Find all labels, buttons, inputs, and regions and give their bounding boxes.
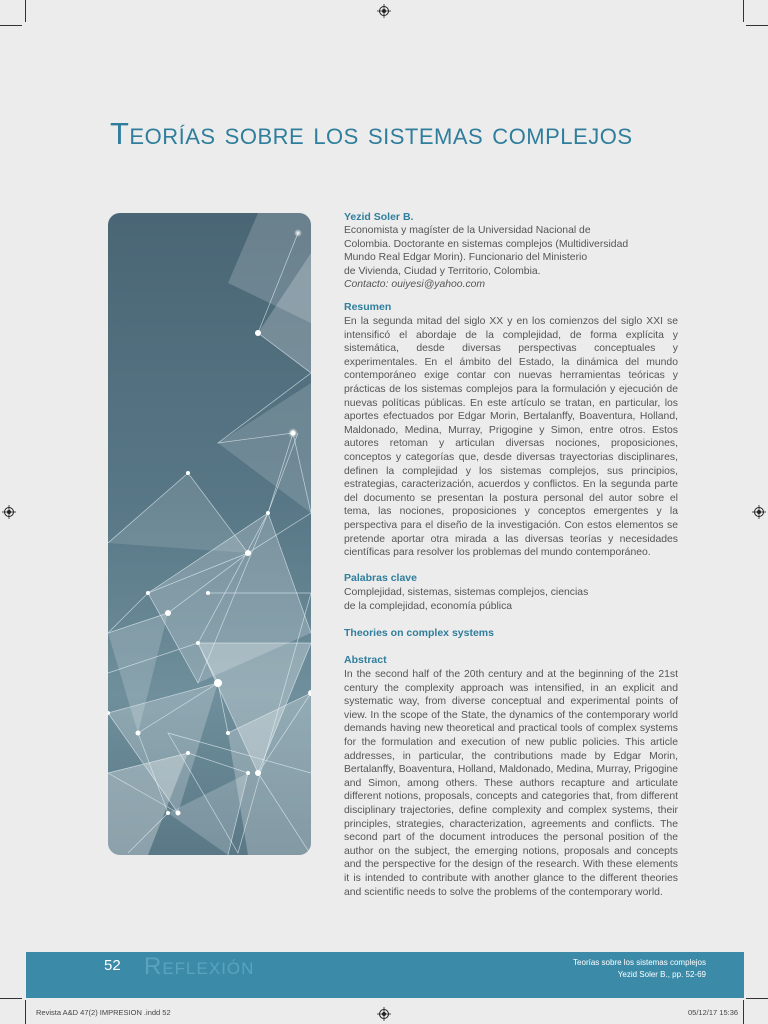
resumen-text: En la segunda mitad del siglo XX y en los comienzos del siglo XXI se intensificó el abordaje de la complejidad, de forma explícita y sistemática, desde diversas perspectivas conceptuales y experimentales. En el ámbito del Estado, la dinámica del mundo contemporáneo exige contar con nuevas herramientas teóricas y prácticas de los sistemas complejos para la formulación y ejecución de nuevas políticas públicas. En este artículo se tratan, en particular, los aportes efectuados por Edgar Morin, Bertalanffy, Boaventura, Holland, Maldonado, Medina, Murray, Prigogine y Simon, entre otros. Estos autores retoman y articulan diversas nociones, proposiciones, conceptos y categorías que, desde diversas trayectorias disciplinares, definen la complejidad y los sistemas complejos, sus principios, estrategias, caracterización, acuerdos y conflictos. En la segunda parte del documento se presentan la postura personal del autor sobre el tema, las nociones, proposiciones y conceptos emergentes y la perspectiva para el diseño de la investigación. Con estos elementos se pretende aportar otra mirada a las diversas teorías y necesidades científicas para resolver los problemas del mundo contemporáneo.	[344, 316, 678, 559]
print-slug-left: Revista A&D 47(2) IMPRESION .indd 52	[36, 1008, 171, 1017]
bio-line: Mundo Real Edgar Morin). Funcionario del Ministerio	[344, 252, 588, 264]
abstract-text: In the second half of the 20th century and at the beginning of the 21st century the complexity approach was intensified, in an explicit and systematic way, from diverse conceptual and experimental points of view. In the scope of the State, the dynamics of the contemporary world demands having new theoretical and practical tools of complex systems for the formulation and execution of new public policies. This article addresses, in particular, the contributions made by Edgar Morin, Bertalanffy, Boaventura, Holland, Maldonado, Medina, Murray, Prigogine and Simon, among others. These authors recapture and articulate different notions, proposals, concepts and categories that, from different disciplinary trajectories, define complexity and complex systems, their principles, strategies, characterization, agreements and conflicts. The second part of the document introduces the personal position of the author on the subject, the emerging notions, proposals and concepts and the perspective for the design of the research. With these elements it is intended to contribute with another glance to the different theories and scientific needs to solve the problems of the contemporary world.	[344, 669, 678, 898]
crop-mark-icon	[0, 998, 22, 999]
crop-mark-icon	[746, 998, 768, 999]
footer-band	[26, 952, 744, 998]
abstract-heading: Abstract	[344, 654, 387, 666]
network-illustration	[108, 213, 311, 855]
page-title: Teorías sobre los sistemas complejos	[110, 116, 633, 151]
bio-line: Economista y magíster de la Universidad Nacional de	[344, 225, 591, 236]
crop-mark-icon	[25, 0, 26, 22]
author-name: Yezid Soler B.	[344, 211, 414, 223]
crop-mark-icon	[743, 1000, 744, 1024]
author-bio	[344, 224, 678, 292]
english-title: Theories on complex systems	[344, 627, 494, 639]
footer-ref-title: Teorías sobre los sistemas complejos	[573, 958, 706, 967]
registration-mark-icon	[2, 505, 16, 519]
registration-mark-icon	[752, 505, 766, 519]
palabras-clave-text	[344, 586, 678, 613]
footer-reference	[573, 957, 706, 981]
section-label: Reflexión	[144, 953, 255, 980]
keywords-line: de la complejidad, economía pública	[344, 600, 513, 612]
author-contact: Contacto: ouiyesi@yahoo.com	[344, 279, 486, 291]
crop-mark-icon	[25, 1000, 26, 1024]
bio-line: de Vivienda, Ciudad y Territorio, Colombia.	[344, 265, 541, 277]
crop-mark-icon	[743, 0, 744, 22]
bio-line: Colombia. Doctorante en sistemas complejos (Multidiversidad	[344, 238, 629, 250]
footer-ref-author: Yezid Soler B., pp. 52-69	[617, 970, 706, 979]
keywords-line: Complejidad, sistemas, sistemas complejos, ciencias	[344, 587, 589, 598]
registration-mark-icon	[377, 4, 391, 18]
page-number: 52	[104, 957, 121, 974]
crop-mark-icon	[746, 25, 768, 26]
resumen-heading: Resumen	[344, 301, 392, 313]
print-slug-right: 05/12/17 15:36	[688, 1008, 739, 1017]
crop-mark-icon	[0, 25, 22, 26]
registration-mark-icon	[377, 1007, 391, 1021]
palabras-clave-heading: Palabras clave	[344, 572, 417, 584]
